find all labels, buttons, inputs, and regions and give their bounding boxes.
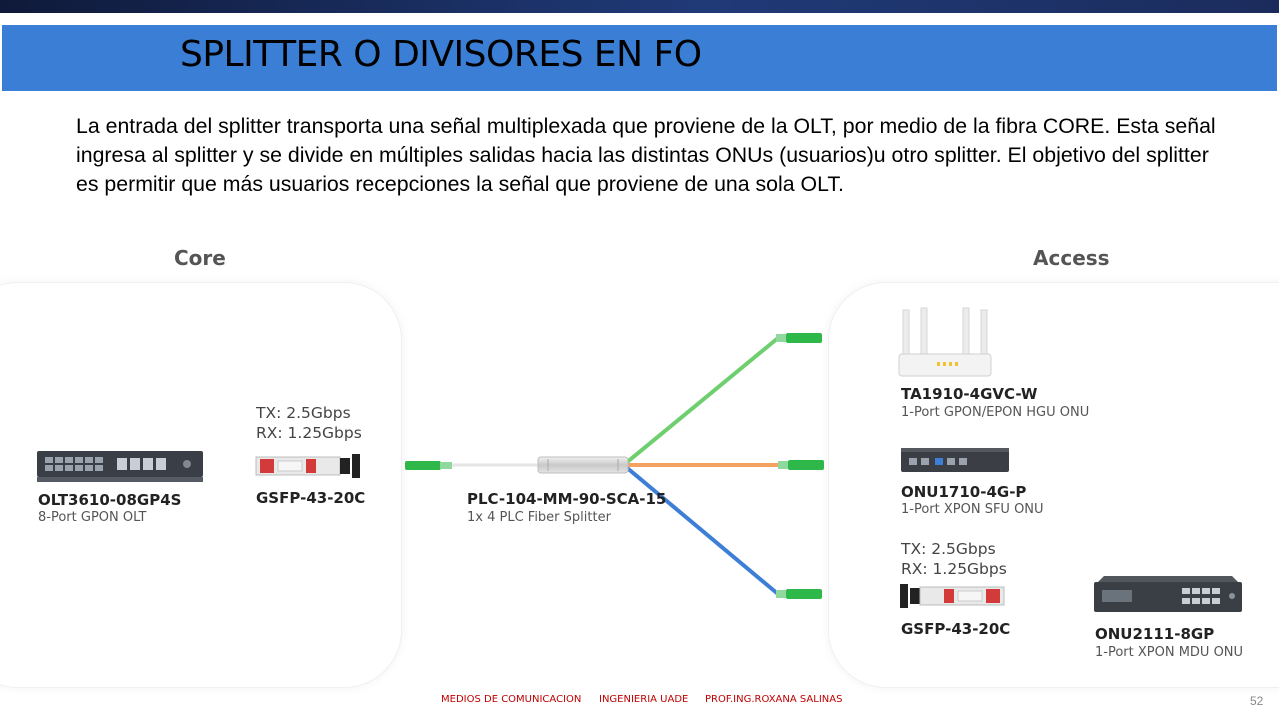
mdu-name: ONU2111-8GP (1095, 625, 1215, 643)
access-sfp-module-icon (900, 584, 1006, 608)
core-sfp-specs (256, 403, 362, 443)
core-sfp-tx: TX: 2.5Gbps (256, 404, 351, 422)
olt-desc: 8-Port GPON OLT (38, 510, 147, 525)
mdu-desc: 1-Port XPON MDU ONU (1095, 645, 1244, 660)
splitter-desc: 1x 4 PLC Fiber Splitter (467, 510, 611, 525)
page-number: 52 (1250, 694, 1264, 708)
fiber-bottom (626, 467, 778, 594)
footer-subject: MEDIOS DE COMUNICACION (441, 694, 582, 705)
hgu-router-icon (897, 308, 993, 380)
core-sfp-rx: RX: 1.25Gbps (256, 424, 362, 442)
footer-professor: PROF.ING.ROXANA SALINAS (705, 694, 843, 705)
access-sfp-specs (901, 539, 1007, 579)
hgu-desc: 1-Port GPON/EPON HGU ONU (901, 405, 1090, 420)
output-connector-middle-icon (778, 460, 824, 470)
access-sfp-tx: TX: 2.5Gbps (901, 540, 996, 558)
sfu-onu-icon (901, 446, 1009, 474)
output-connector-top-icon (776, 333, 822, 343)
hgu-name: TA1910-4GVC-W (901, 385, 1038, 403)
sfu-desc: 1-Port XPON SFU ONU (901, 502, 1044, 517)
fiber-top (626, 338, 778, 463)
core-sfp-name: GSFP-43-20C (256, 489, 366, 507)
access-label: Access (1033, 246, 1110, 270)
slide-title: SPLITTER O DIVISORES EN FO (180, 34, 702, 75)
olt-device-icon (37, 449, 203, 483)
access-sfp-name: GSFP-43-20C (901, 620, 1011, 638)
sfu-name: ONU1710-4G-P (901, 483, 1027, 501)
intro-paragraph: La entrada del splitter transporta una señal multiplexada que proviene de la OLT, por medio de la fibra CORE. Esta señal ingresa al splitter y se divide en múltiples salidas hacia las distintas ONUs (usuarios)u otro splitter. El objetivo del splitter es permitir que más usuarios recepciones la señal que proviene de una sola OLT. (76, 114, 1216, 196)
splitter-icon (538, 457, 628, 473)
access-sfp-rx: RX: 1.25Gbps (901, 560, 1007, 578)
splitter-name: PLC-104-MM-90-SCA-15 (467, 490, 667, 508)
core-label: Core (174, 246, 226, 270)
output-connector-bottom-icon (776, 589, 822, 599)
input-connector-icon (405, 461, 452, 470)
mdu-onu-icon (1094, 576, 1242, 616)
olt-name: OLT3610-08GP4S (38, 491, 182, 509)
core-sfp-module-icon (256, 454, 362, 478)
footer-school: INGENIERIA UADE (599, 694, 689, 705)
